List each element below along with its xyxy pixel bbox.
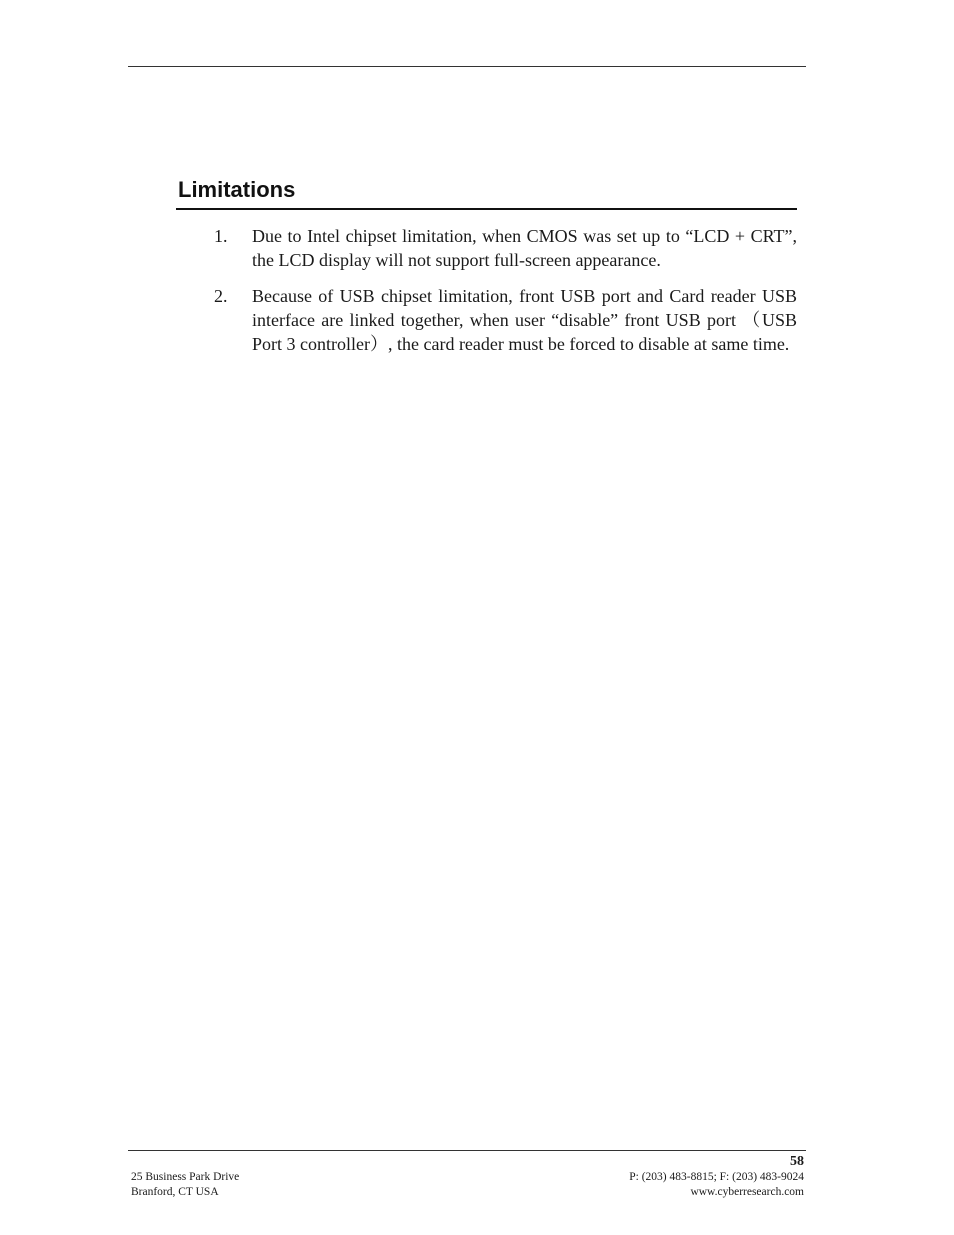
footer-address <box>131 1170 239 1200</box>
list-item-number: 1. <box>214 226 228 246</box>
page-number: 58 <box>790 1154 804 1169</box>
list-item <box>214 224 797 272</box>
section-heading-rule <box>176 208 797 210</box>
footer-contact <box>629 1170 804 1200</box>
list-item <box>214 284 797 356</box>
list-item-number: 2. <box>214 286 228 306</box>
list-item-text: Due to Intel chipset limitation, when CMOS was set up to “LCD + CRT”, the LCD display will not support full-screen appearance. <box>252 226 797 270</box>
list-item-text: Because of USB chipset limitation, front USB port and Card reader USB interface are linked together, when user “disable” front USB port （USB Port 3 controller）, the card reader must be forced to disable at same time. <box>252 286 797 354</box>
website-link[interactable]: www.cyberresearch.com <box>690 1186 804 1198</box>
phone-fax: P: (203) 483-8815; F: (203) 483-9024 <box>629 1171 804 1183</box>
address-line-1: 25 Business Park Drive <box>131 1171 240 1183</box>
address-line-2: Branford, CT USA <box>131 1186 219 1198</box>
limitations-list <box>214 224 797 368</box>
header-rule <box>128 66 806 67</box>
footer-rule <box>128 1150 806 1151</box>
section-heading: Limitations <box>178 177 296 202</box>
